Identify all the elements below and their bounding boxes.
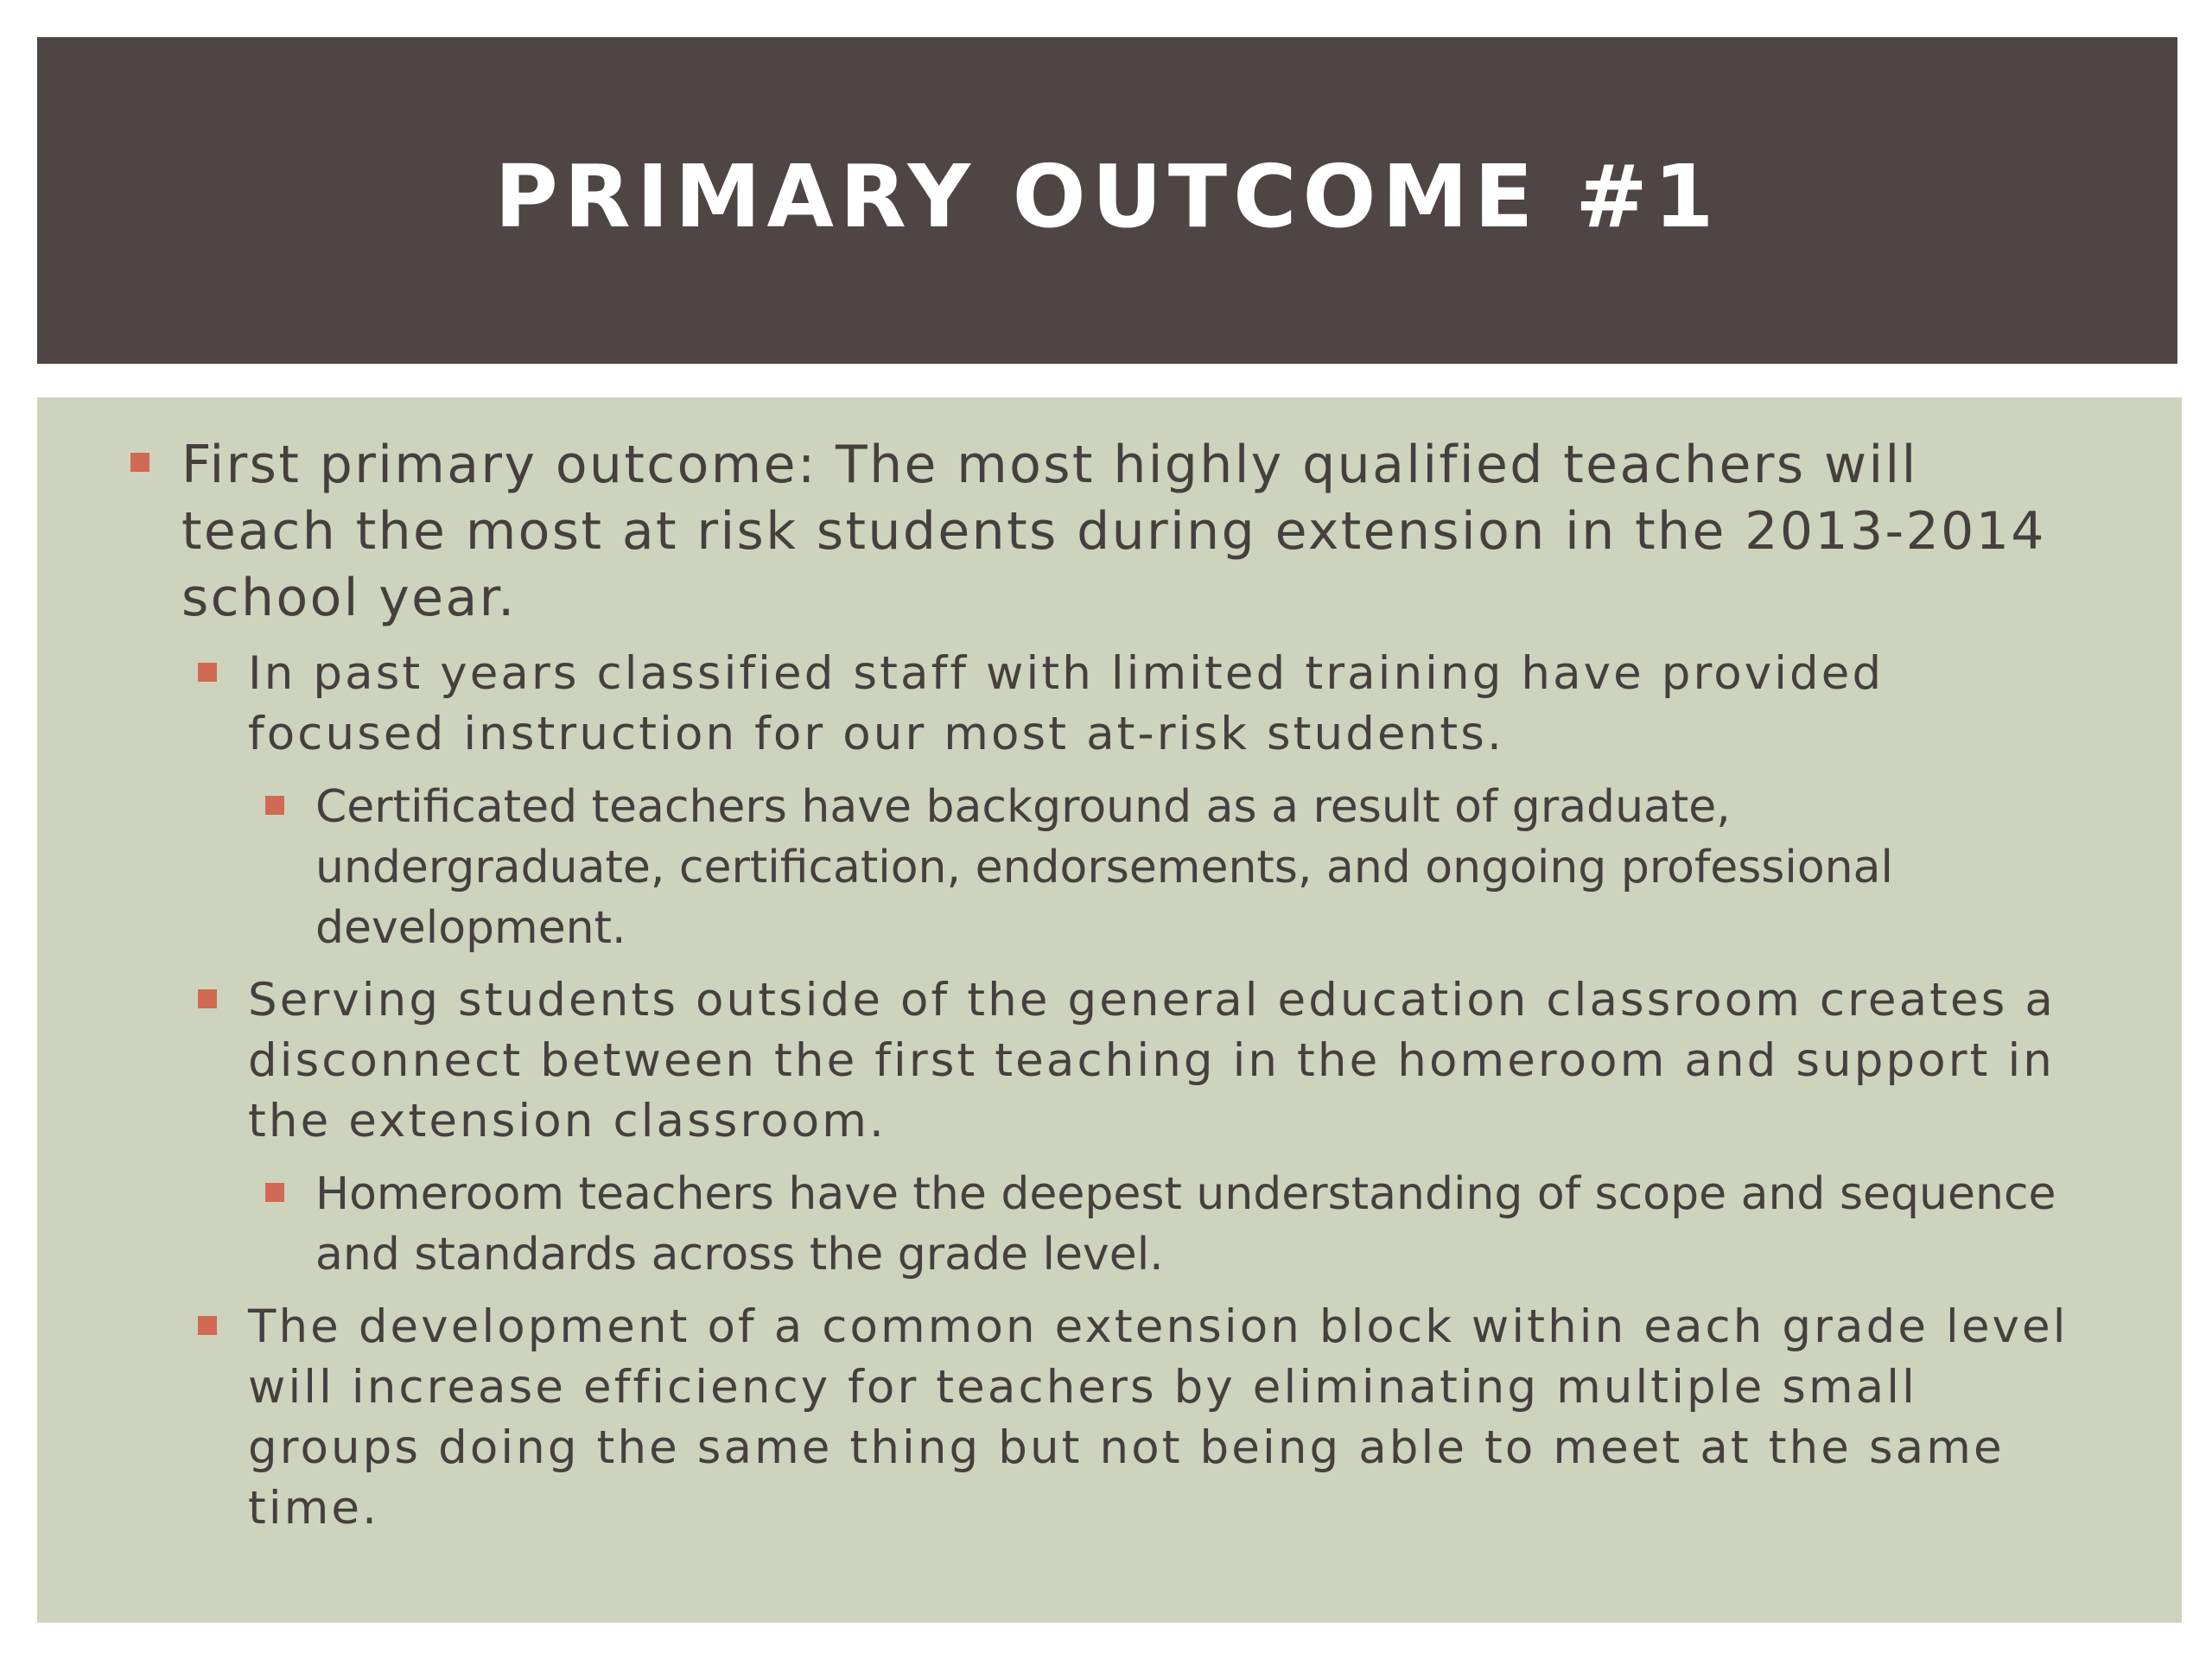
bullet-text: First primary outcome: The most highly qualified teachers will teach the most at risk students during extension in the 2013-2014 school year. <box>181 435 2046 628</box>
title-bar <box>37 37 2177 364</box>
bullet-level-2 <box>248 970 2097 1152</box>
bullet-level-2 <box>248 1297 2097 1539</box>
bullet-text: Homeroom teachers have the deepest understanding of scope and sequence and standards across the grade level. <box>315 1168 2056 1281</box>
square-bullet-icon <box>198 1316 217 1335</box>
square-bullet-icon <box>130 453 149 472</box>
slide-title: PRIMARY OUTCOME #1 <box>494 145 1720 247</box>
bullet-text: Certificated teachers have background as a result of graduate, undergraduate, certification, endorsements, and ongoing professional development. <box>315 781 1893 954</box>
square-bullet-icon <box>265 1183 284 1202</box>
square-bullet-icon <box>198 663 217 682</box>
square-bullet-icon <box>198 989 217 1008</box>
bullet-text: The development of a common extension block within each grade level will increase efficiency for teachers by eliminating multiple small groups doing the same thing but not being able to meet at the same time. <box>248 1300 2069 1535</box>
content-box <box>37 397 2182 1623</box>
square-bullet-icon <box>265 796 284 815</box>
bullet-text: In past years classified staff with limited training have provided focused instruction for our most at-risk students. <box>248 647 1885 760</box>
bullet-level-3 <box>315 1164 2061 1285</box>
bullet-level-2 <box>248 644 2097 765</box>
bullet-text: Serving students outside of the general education classroom creates a disconnect between the first teaching in the homeroom and support in the extension classroom. <box>248 974 2056 1147</box>
bullet-level-1 <box>181 432 2065 632</box>
bullet-level-3 <box>315 777 2061 958</box>
